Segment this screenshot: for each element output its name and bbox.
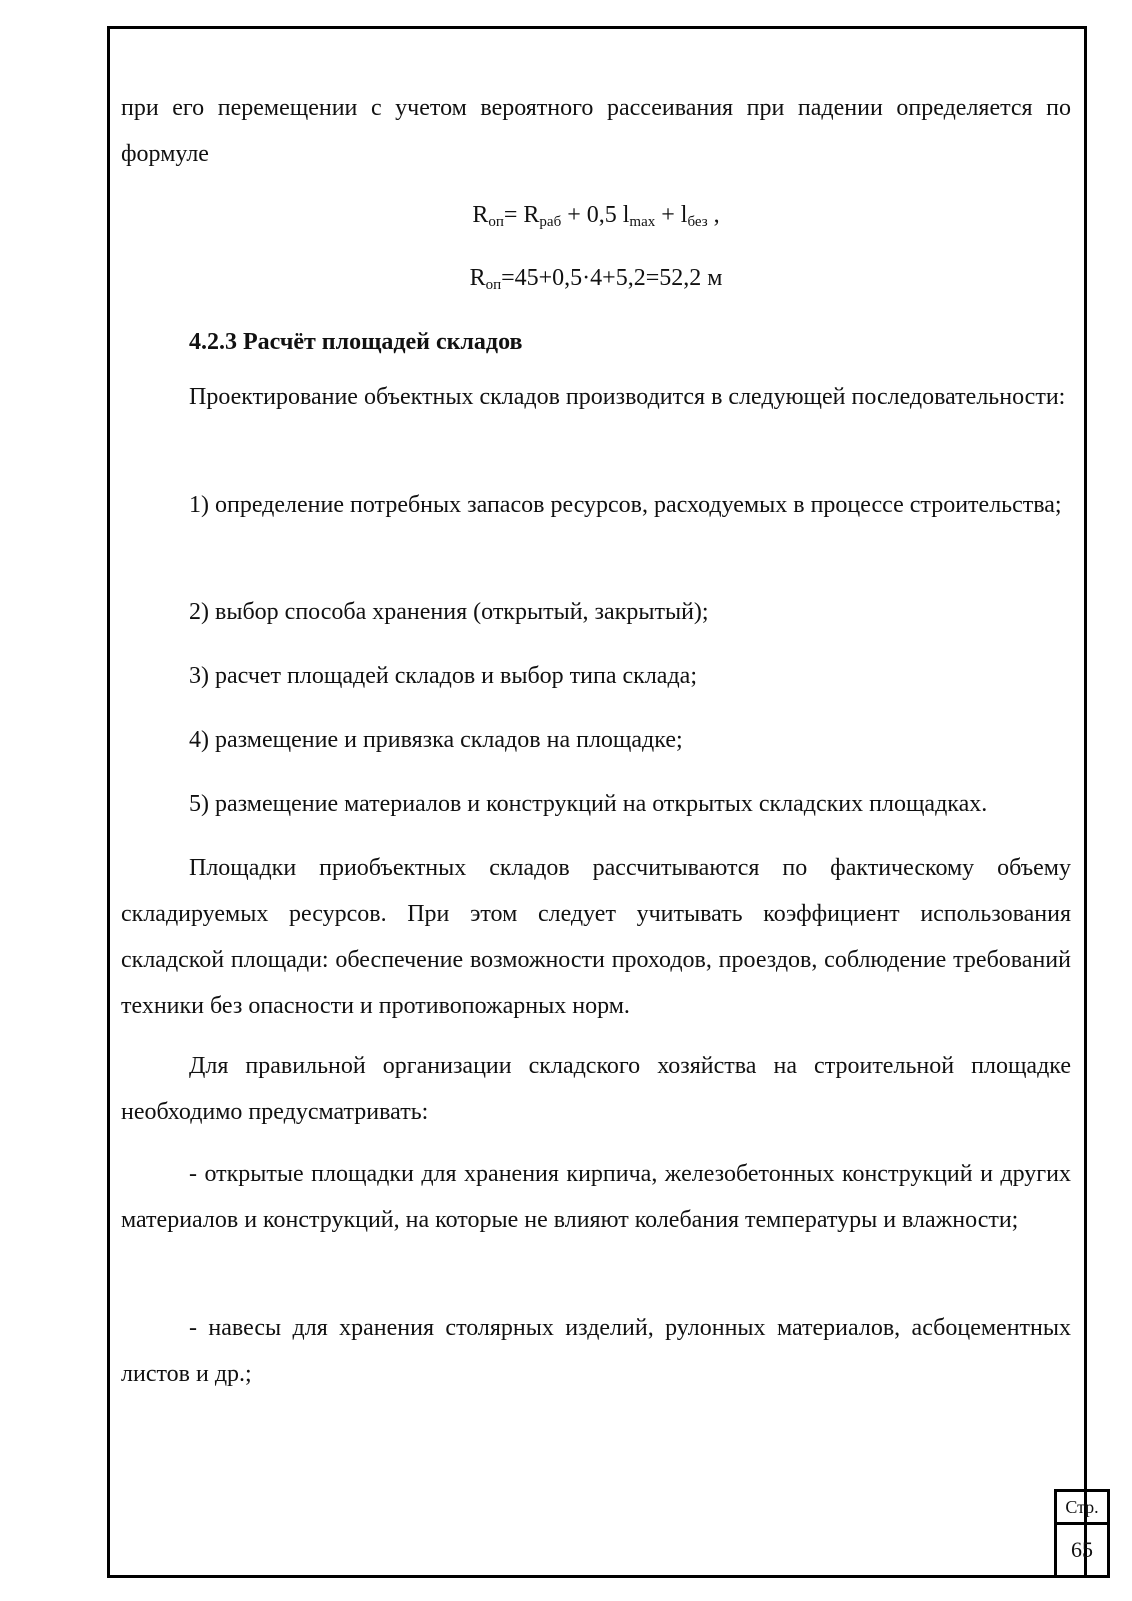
formula-part: , bbox=[707, 202, 720, 228]
paragraph-intro: при его перемещении с учетом вероятного рассеивания при падении определяется по формуле bbox=[121, 95, 1071, 167]
formula-radius-general bbox=[121, 200, 1071, 230]
formula-part: = R bbox=[503, 202, 540, 228]
formula-symbol: R bbox=[469, 265, 486, 291]
page-label-box: Стр. bbox=[1054, 1489, 1110, 1525]
list-item-2: 2) выбор способа хранения (открытый, закрытый); bbox=[189, 599, 709, 625]
page-number-box: 65 bbox=[1054, 1522, 1110, 1578]
list-item-5: 5) размещение материалов и конструкций на открытых складских площадках. bbox=[189, 791, 988, 817]
formula-subscript: без bbox=[687, 214, 708, 230]
paragraph-organization: Для правильной организации складского хозяйства на строительной площадке необходимо предусматривать: bbox=[121, 1053, 1071, 1125]
paragraph-warehouse-areas: Площадки приобъектных складов рассчитываются по фактическому объему складируемых ресурсов. При этом следует учитывать коэффициент использования складской площади: обеспечение возможности проходов, проездов, соблюдение требований техники без опасности и противопожарных норм. bbox=[121, 855, 1071, 1019]
list-item-1: 1) определение потребных запасов ресурсов, расходуемых в процессе строительства; bbox=[189, 492, 1062, 518]
list-item-3: 3) расчет площадей складов и выбор типа склада; bbox=[189, 663, 697, 689]
paragraph-design-sequence: Проектирование объектных складов производится в следующей последовательности: bbox=[189, 384, 1066, 410]
formula-part: =45+0,5·4+5,2=52,2 м bbox=[501, 265, 723, 291]
formula-subscript: max bbox=[629, 214, 656, 230]
formula-radius-computed bbox=[121, 263, 1071, 293]
formula-part: + 0,5 l bbox=[561, 202, 630, 228]
dash-item-sheds: - навесы для хранения столярных изделий, рулонных материалов, асбоцементных листов и др.; bbox=[121, 1315, 1071, 1387]
formula-symbol: R bbox=[472, 202, 489, 228]
formula-subscript: оп bbox=[488, 214, 504, 230]
formula-subscript: раб bbox=[539, 214, 562, 230]
formula-part: + l bbox=[655, 202, 688, 228]
formula-subscript: оп bbox=[485, 277, 502, 293]
dash-item-open-areas: - открытые площадки для хранения кирпича, железобетонных конструкций и других материалов и конструкций, на которые не влияют колебания температуры и влажности; bbox=[121, 1161, 1071, 1233]
section-heading: 4.2.3 Расчёт площадей складов bbox=[189, 329, 523, 355]
list-item-4: 4) размещение и привязка складов на площадке; bbox=[189, 727, 683, 753]
